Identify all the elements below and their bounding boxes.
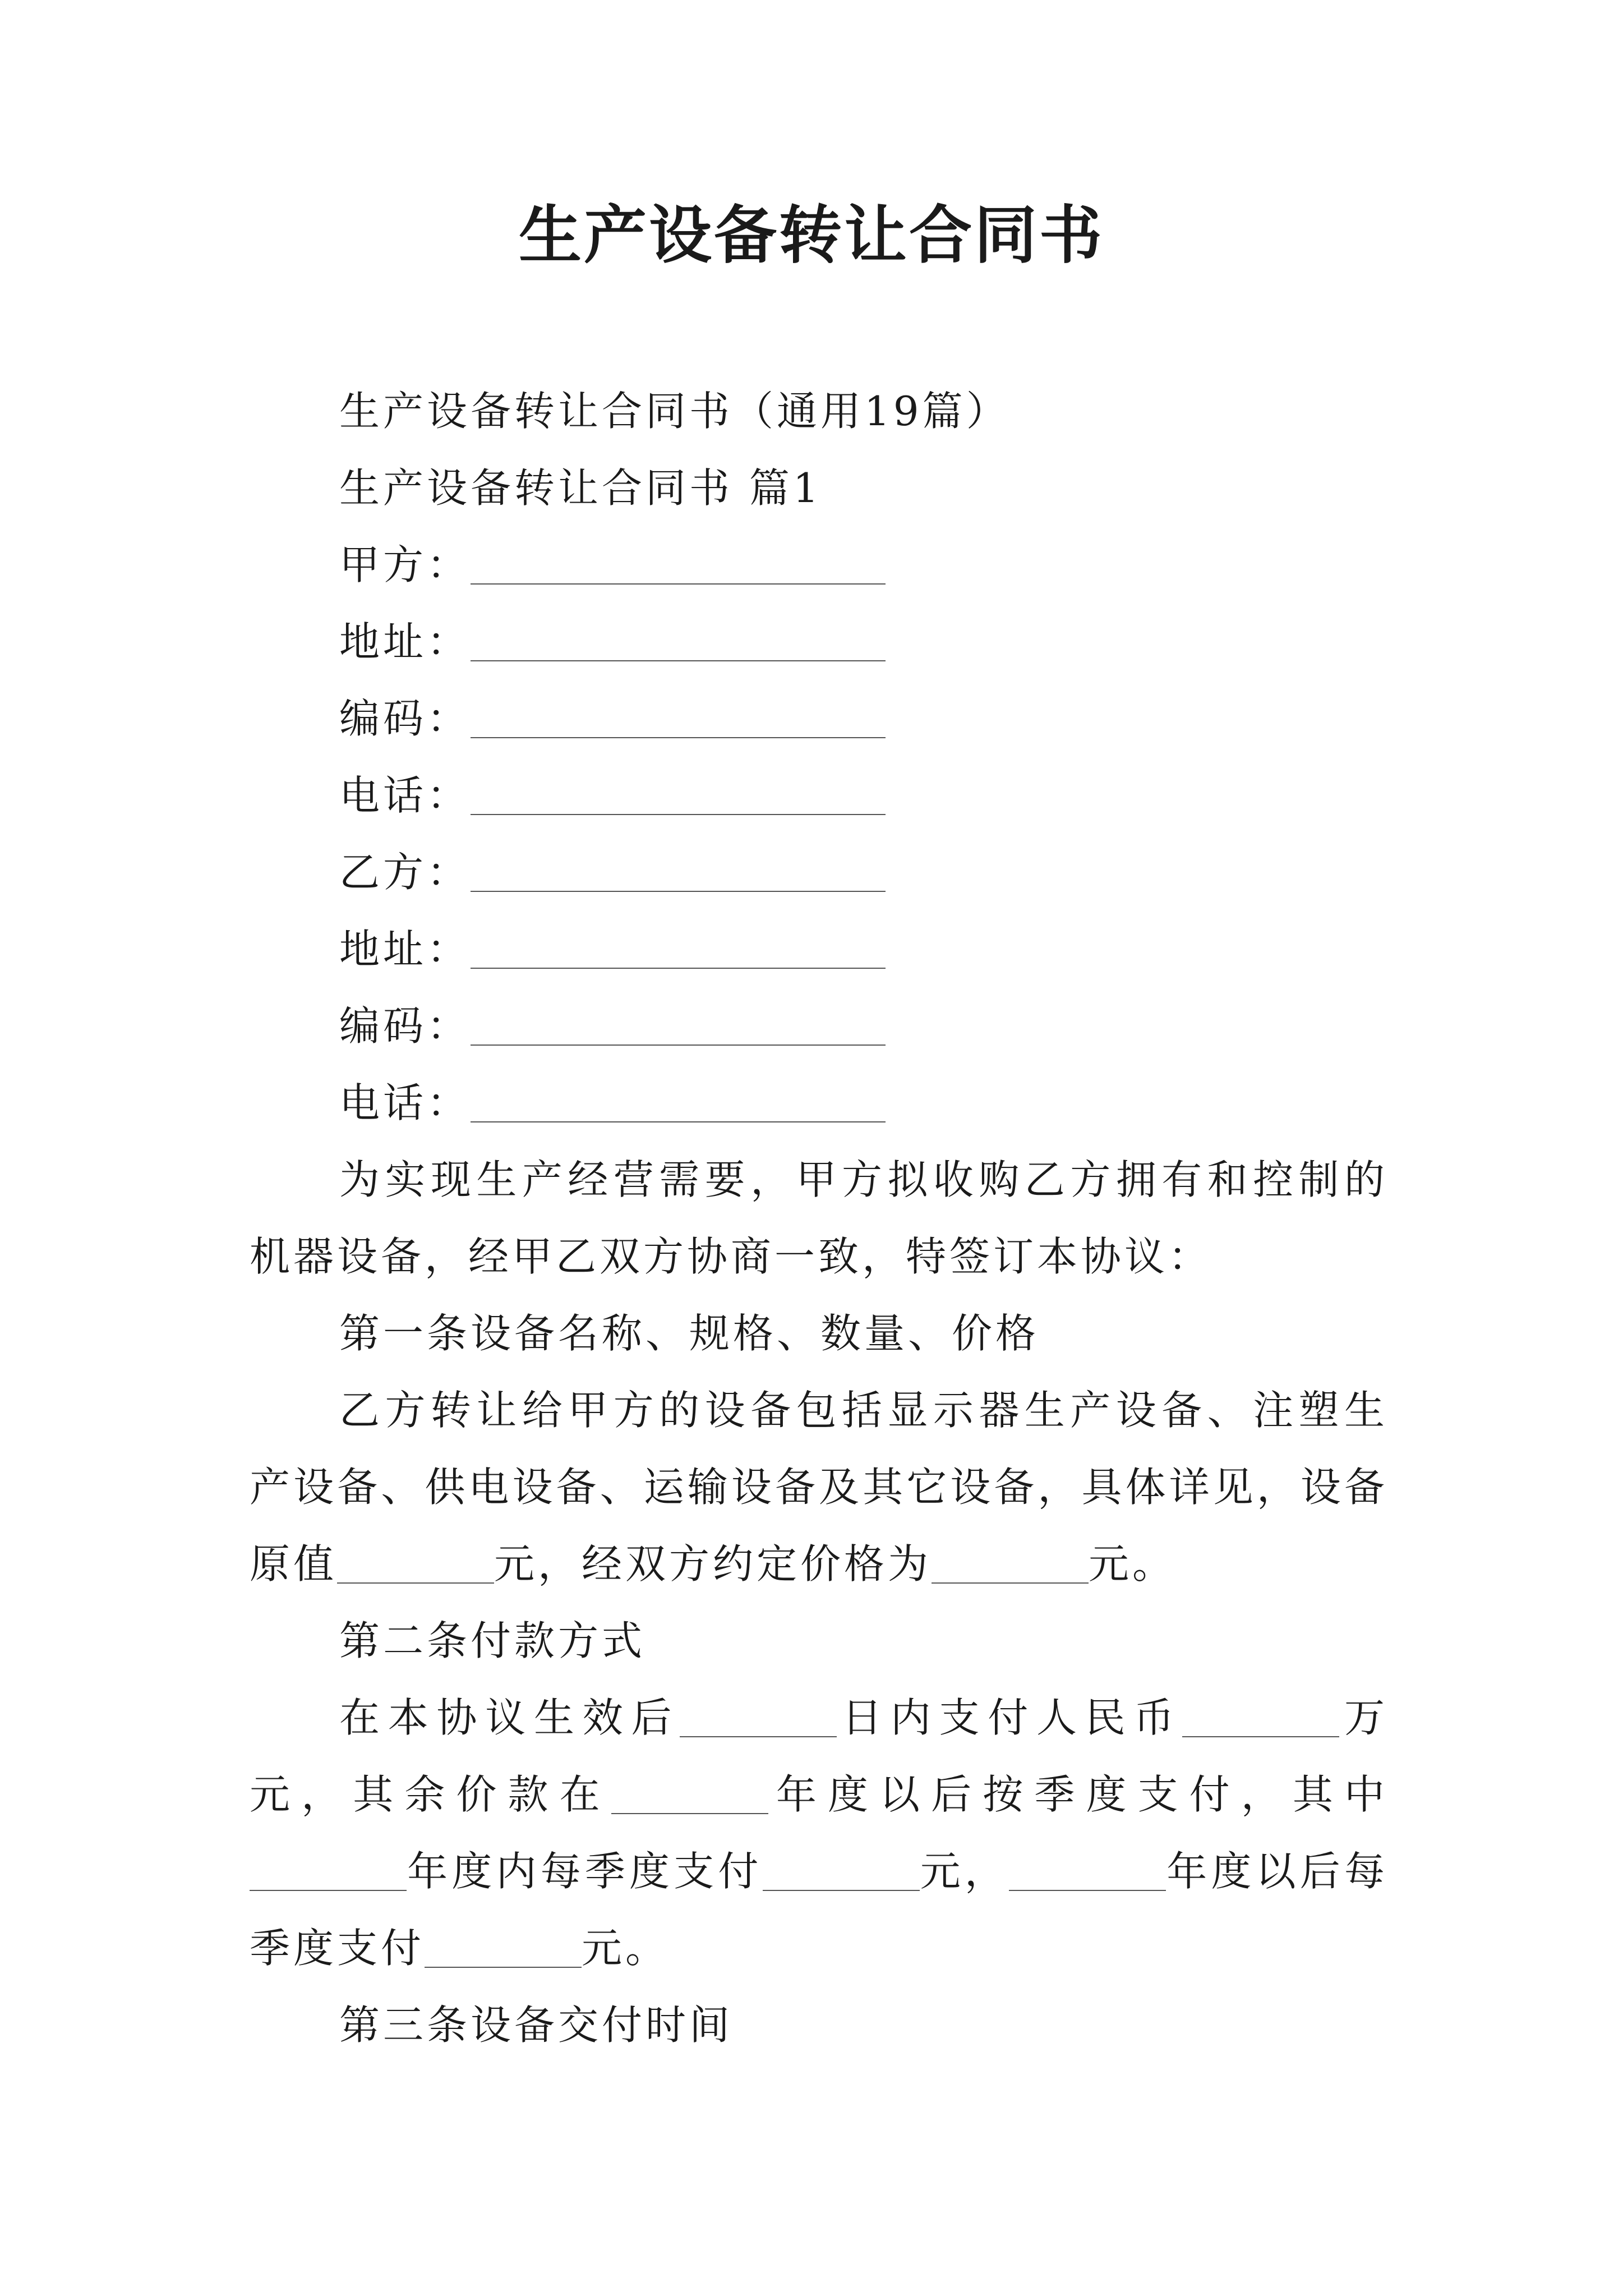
original-value-blank (337, 1549, 494, 1584)
article2-s3: 万元，其余价款在 (250, 1694, 1388, 1818)
party-b-fill-line (471, 857, 886, 892)
party-a-address-label: 地址： (339, 618, 471, 665)
party-a-phone-fill-line (471, 780, 886, 815)
party-a-phone-field (250, 757, 1388, 834)
year-blank (250, 1856, 407, 1891)
document-title: 生产设备转让合同书 (519, 199, 1104, 272)
document-body (250, 373, 1388, 2064)
article2-s7: 年度以后每季度支付 (250, 1848, 1388, 1972)
initial-payment-blank (1182, 1703, 1339, 1737)
party-b-phone-field (250, 1065, 1388, 1142)
party-b-phone-label: 电话： (339, 1079, 471, 1126)
party-b-address-label: 地址： (339, 926, 471, 973)
article1-text-a: 乙方转让给甲方的设备包括显示器生产设备、注塑生产设备、供电设备、运输设备及其它设备，具体详见，设备原值 (250, 1387, 1388, 1588)
article1-text-b: 元，经双方约定价格为 (494, 1540, 932, 1588)
article2-s2: 日内支付人民币 (837, 1694, 1183, 1741)
party-b-phone-fill-line (471, 1088, 886, 1122)
article1-heading: 第一条设备名称、规格、数量、价格 (339, 1310, 1040, 1357)
intro-paragraph: 为实现生产经营需要，甲方拟收购乙方拥有和控制的机器设备，经甲乙双方协商一致，特签订本协议： (250, 1156, 1388, 1280)
party-b-postcode-field (250, 988, 1388, 1065)
party-a-postcode-field (250, 680, 1388, 757)
article2-heading: 第二条付款方式 (339, 1617, 646, 1664)
start-year-blank (611, 1779, 768, 1814)
article3-heading: 第三条设备交付时间 (339, 2001, 734, 2049)
article2-paragraph (250, 1680, 1388, 1987)
article2-s8: 元。 (582, 1925, 670, 1972)
article1-text-c: 元。 (1089, 1540, 1177, 1588)
party-a-postcode-fill-line (471, 703, 886, 738)
party-a-label: 甲方： (339, 541, 471, 588)
party-b-postcode-fill-line (471, 1011, 886, 1046)
party-b-field (250, 834, 1388, 911)
agreed-price-blank (932, 1549, 1089, 1584)
article2-s1: 在本协议生效后 (339, 1694, 680, 1741)
party-b-postcode-label: 编码： (339, 1002, 471, 1050)
article1-paragraph (250, 1372, 1388, 1603)
subtitle: 生产设备转让合同书（通用19篇） (339, 388, 1010, 435)
party-a-phone-label: 电话： (339, 772, 471, 819)
party-a-address-field (250, 604, 1388, 680)
later-year-blank (1009, 1856, 1166, 1891)
article2-s5: 年度内每季度支付 (407, 1848, 763, 1895)
party-a-address-fill-line (471, 627, 886, 661)
days-blank (680, 1703, 837, 1737)
article2-s4: 年度以后按季度支付，其中 (768, 1771, 1388, 1818)
article2-s6: 元， (919, 1848, 1009, 1895)
party-b-address-field (250, 911, 1388, 988)
party-b-address-fill-line (471, 934, 886, 969)
party-a-field (250, 527, 1388, 604)
quarterly-amount-blank (763, 1856, 920, 1891)
party-b-label: 乙方： (339, 849, 471, 896)
party-a-fill-line (471, 550, 886, 585)
later-quarterly-amount-blank (425, 1933, 582, 1968)
party-a-postcode-label: 编码： (339, 695, 471, 742)
chapter-heading: 生产设备转让合同书 篇1 (339, 464, 822, 512)
